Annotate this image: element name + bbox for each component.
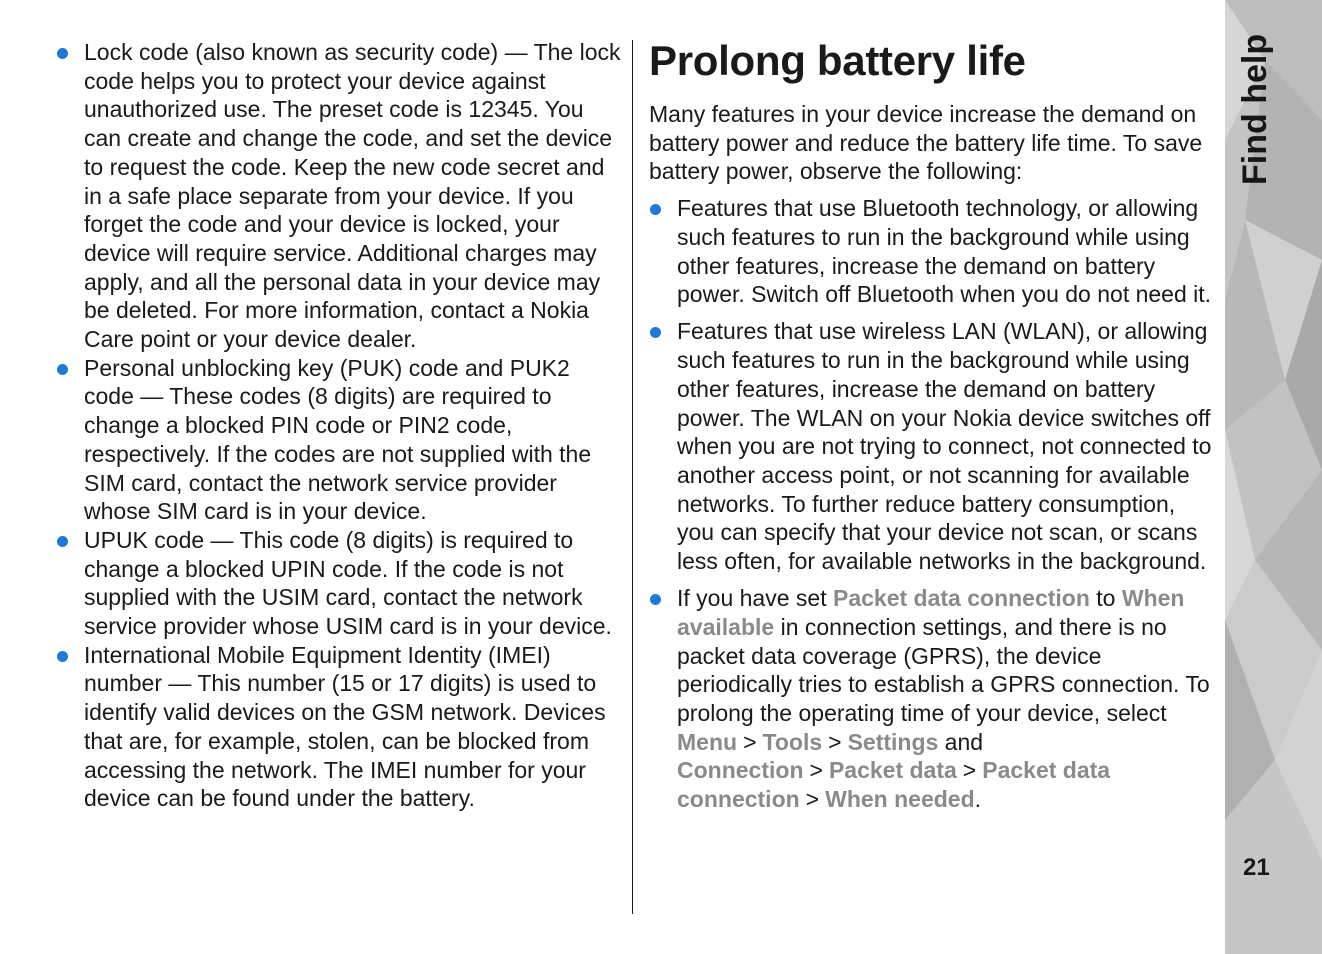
menu-path-when-available: When available	[677, 585, 1185, 640]
section-title: Prolong battery life	[649, 37, 1026, 84]
menu-path-packet-data: Packet data	[828, 757, 957, 784]
list-item	[649, 317, 1215, 575]
page-number: 21	[1243, 854, 1270, 881]
text-run: If you have set	[677, 585, 833, 612]
list-item	[56, 38, 622, 354]
bullet-icon	[57, 536, 68, 547]
text-run: .	[974, 786, 982, 813]
menu-path-menu: Menu	[677, 728, 738, 755]
list-item-text: International Mobile Equipment Identity (IMEI) number — This number (15 or 17 digits) is used to identify valid devices on the GSM network. Devices that are, for example, stolen, can be blocked from accessing the network. The IMEI number for your device can be found under the battery.	[84, 641, 606, 812]
bullet-icon	[57, 651, 68, 662]
path-separator: >	[743, 728, 757, 755]
list-item-text: Features that use wireless LAN (WLAN), or allowing such features to run in the background while using other features, increase the demand on battery power. The WLAN on your Nokia device switches off when you are not trying to connect, not connected to another access point, or not scanning for available networks. To further reduce battery consumption, you can specify that your device not scan, or scans less often, for available networks in the background.	[677, 318, 1212, 575]
menu-path-packet-data-connection-2: Packet data connection	[677, 757, 1111, 813]
path-separator: >	[828, 728, 842, 755]
bullet-icon	[57, 48, 68, 59]
list-item	[56, 354, 622, 526]
bullet-icon	[650, 327, 661, 338]
text-run: and	[938, 728, 984, 755]
right-column	[649, 36, 1215, 822]
path-separator: >	[962, 757, 977, 784]
side-tab-title: Find help	[1236, 33, 1274, 185]
menu-path-tools: Tools	[762, 728, 823, 755]
menu-path-packet-data-connection: Packet data connection	[832, 585, 1090, 612]
list-item-text	[677, 585, 1210, 812]
code-list	[56, 38, 622, 813]
text-run: in connection settings, and there is no packet data coverage (GPRS), the device periodically tries to establish a GPRS connection. To prolong the operating time of your device, select	[677, 613, 1210, 727]
bullet-icon	[57, 364, 68, 375]
battery-tips-list	[649, 194, 1215, 814]
left-column	[56, 38, 622, 813]
list-item-text: Lock code (also known as security code) — The lock code helps you to protect your device against unauthorized use. The preset code is 12345. You can create and change the code, and set the device to request the code. Keep the new code secret and in a safe place separate from your device. If you forget the code and your device is locked, your device will require service. Additional charges may apply, and all the personal data in your device may be deleted. For more information, contact a Nokia Care point or your device dealer.	[84, 39, 621, 353]
path-separator: >	[809, 757, 823, 784]
list-item-text: Personal unblocking key (PUK) code and PUK2 code — These codes (8 digits) are required to change a blocked PIN code or PIN2 code, respectively. If the codes are not supplied with the SIM card, contact the network service provider whose SIM card is in your device.	[84, 354, 592, 525]
list-item	[56, 641, 622, 813]
path-separator: >	[805, 786, 820, 813]
list-item-text: Features that use Bluetooth technology, or allowing such features to run in the background while using other features, increase the demand on battery power. Switch off Bluetooth when you do not need it.	[677, 195, 1212, 308]
list-item	[649, 584, 1215, 814]
list-item-text: UPUK code — This code (8 digits) is required to change a blocked UPIN code. If the code is not supplied with the USIM card, contact the network service provider whose USIM card is in your device.	[84, 526, 612, 640]
menu-path-when-needed: When needed	[825, 786, 975, 813]
text-run: to	[1089, 585, 1122, 612]
menu-path-connection: Connection	[677, 757, 804, 784]
bullet-icon	[650, 204, 661, 215]
column-divider	[632, 40, 633, 914]
list-item	[56, 526, 622, 641]
menu-path-settings: Settings	[847, 728, 939, 755]
section-intro: Many features in your device increase the demand on battery power and reduce the battery life time. To save battery power, observe the following:	[649, 101, 1203, 185]
bullet-icon	[650, 594, 661, 605]
list-item	[649, 194, 1215, 309]
